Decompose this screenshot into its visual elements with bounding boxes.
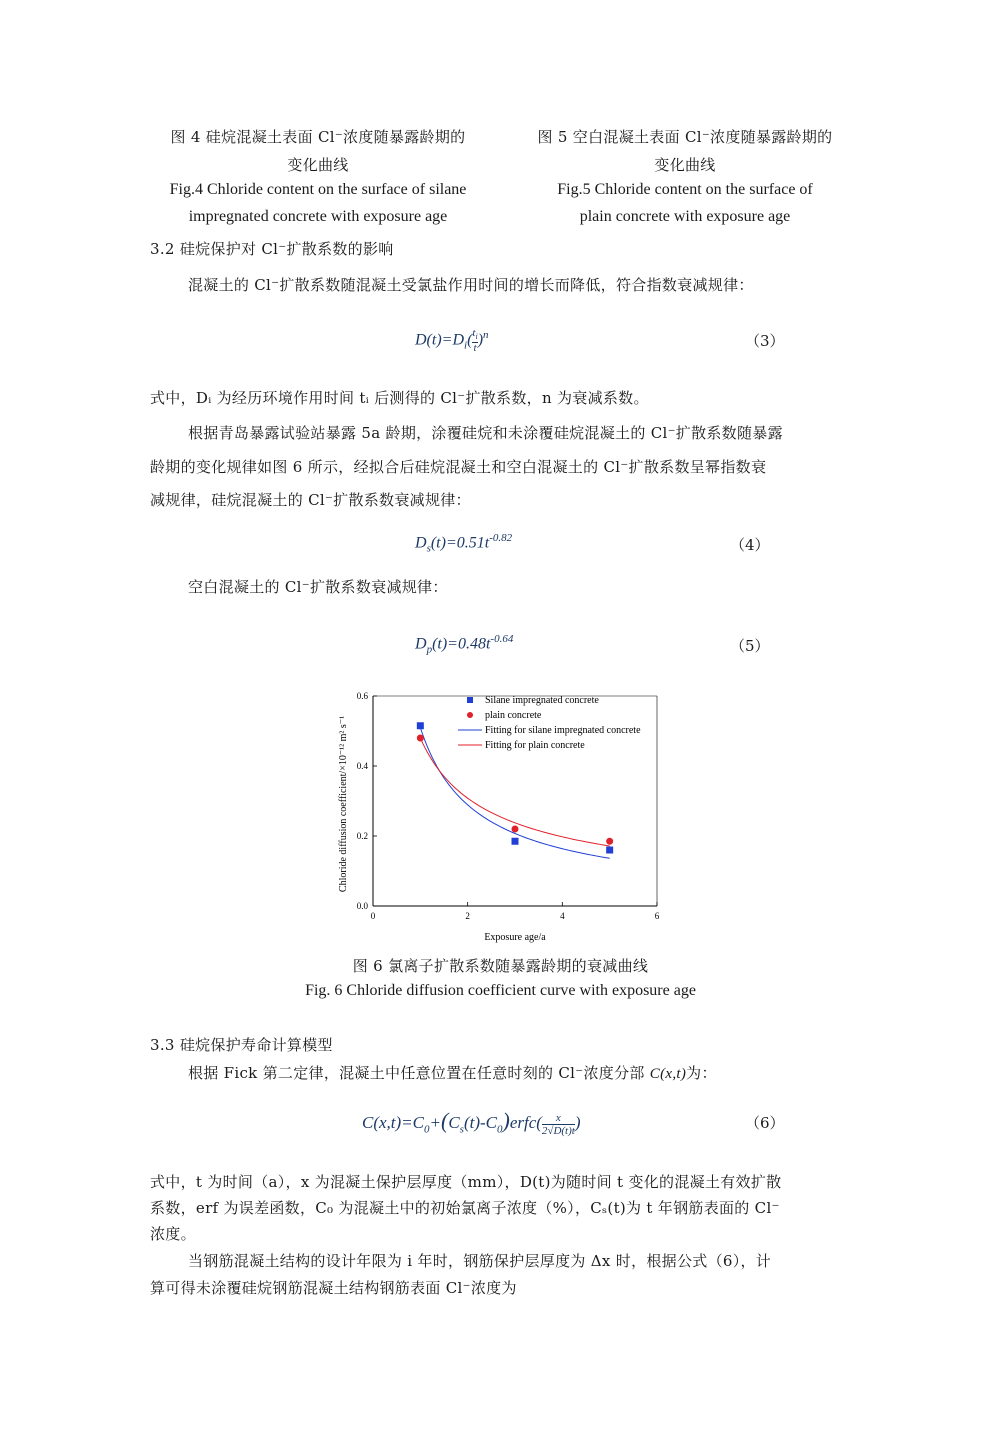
data-point-silane (512, 838, 519, 845)
y-tick-label: 0.6 (356, 691, 368, 701)
y-axis-label: Chloride diffusion coefficient/×10⁻¹² m² s⁻¹ (338, 715, 349, 893)
fig4-caption-cn-line2: 变化曲线 (287, 156, 349, 174)
equation-3-number: （3） (745, 332, 785, 350)
fig5-caption-en-line1: Fig.5 Chloride content on the surface of (557, 181, 813, 198)
fig5-caption-en-line2: plain concrete with exposure age (579, 208, 791, 225)
section-3-2-paragraph-4: 空白混凝土的 Cl⁻扩散系数衰减规律： (188, 578, 448, 596)
x-tick-label: 6 (654, 911, 660, 921)
section-3-2-paragraph-1: 混凝土的 Cl⁻扩散系数随混凝土受氯盐作用时间的增长而降低，符合指数衰减规律： (188, 276, 754, 294)
data-point-silane (606, 847, 613, 854)
fig4-caption-cn-line1: 图 4 硅烷混凝土表面 Cl⁻浓度随暴露龄期的 (170, 128, 466, 146)
x-tick-label: 2 (465, 911, 470, 921)
fig5-caption-cn-line2: 变化曲线 (654, 156, 716, 174)
equation-6-number: （6） (745, 1114, 785, 1132)
equation-4-number: （4） (730, 536, 770, 554)
section-3-3-paragraph-1: 根据 Fick 第二定律，混凝土中任意位置在任意时刻的 Cl⁻浓度分部 C(x,t)为： (188, 1064, 717, 1082)
data-point-silane (417, 722, 424, 729)
legend-label-fit-silane: Fitting for silane impregnated concrete (485, 725, 641, 736)
section-3-2-heading: 3.2 硅烷保护对 Cl⁻扩散系数的影响 (150, 240, 394, 258)
fig4-caption-en-line1: Fig.4 Chloride content on the surface of silane (169, 181, 467, 198)
section-3-3-heading: 3.3 硅烷保护寿命计算模型 (150, 1036, 333, 1054)
legend-label-fit-plain: Fitting for plain concrete (485, 740, 585, 751)
x-tick-label: 0 (370, 911, 376, 921)
y-tick-label: 0.0 (356, 901, 368, 911)
legend-label-plain: plain concrete (485, 710, 542, 721)
figure-6-chart (330, 686, 680, 948)
section-3-3-paragraph-3-line-2: 算可得未涂覆硅烷钢筋混凝土结构钢筋表面 Cl⁻浓度为 (150, 1279, 517, 1297)
x-axis-label: Exposure age/a (484, 932, 546, 943)
legend-marker-plain (467, 712, 473, 718)
fig4-caption-en-line2: impregnated concrete with exposure age (188, 208, 448, 225)
data-point-plain (512, 826, 519, 833)
legend-label-silane: Silane impregnated concrete (485, 695, 599, 706)
equation-3: $D(t)=D_i$( $\frac{t_i}{t}$ )$^n$ (415, 327, 489, 355)
figure-6-caption-cn: 图 6 氯离子扩散系数随暴露龄期的衰减曲线 (352, 957, 649, 975)
section-3-2-paragraph-3-line-2: 龄期的变化规律如图 6 所示，经拟合后硅烷混凝土和空白混凝土的 Cl⁻扩散系数呈幂指数衰 (150, 458, 767, 476)
section-3-2-paragraph-3-line-1: 根据青岛暴露试验站暴露 5a 龄期，涂覆硅烷和未涂覆硅烷混凝土的 Cl⁻扩散系数随暴露 (188, 424, 783, 442)
x-tick-label: 4 (560, 911, 565, 921)
legend (458, 695, 641, 751)
section-3-3-paragraph-3-line-1: 当钢筋混凝土结构的设计年限为 i 年时，钢筋保护层厚度为 Δx 时，根据公式（6），计 (188, 1252, 772, 1270)
equation-5-number: （5） (730, 637, 770, 655)
fig5-caption-cn-line1: 图 5 空白混凝土表面 Cl⁻浓度随暴露龄期的 (537, 128, 833, 146)
equation-6: $C(x,t)=C_0+(C_s(t)-C_0)erfc$( $\frac{x}{2√D(t)t}$ ) (362, 1108, 581, 1137)
figure-6-caption-en: Fig. 6 Chloride diffusion coefficient curve with exposure age (305, 982, 696, 999)
y-tick-label: 0.2 (356, 831, 368, 841)
section-3-2-paragraph-2: 式中，Dᵢ 为经历环境作用时间 tᵢ 后测得的 Cl⁻扩散系数，n 为衰减系数。 (150, 389, 649, 407)
section-3-3-paragraph-2-line-2: 系数，erf 为误差函数，C₀ 为混凝土中的初始氯离子浓度（%），Cₛ(t)为 t 年钢筋表面的 Cl⁻ (150, 1199, 780, 1217)
legend-marker-silane (467, 697, 473, 703)
section-3-3-paragraph-2-line-3: 浓度。 (150, 1225, 196, 1243)
equation-5: $D_p(t)=0.48t^{-0.64}$ (415, 633, 514, 656)
y-tick-label: 0.4 (356, 761, 368, 771)
data-point-plain (606, 838, 613, 845)
data-point-plain (417, 735, 424, 742)
section-3-2-paragraph-3-line-3: 减规律，硅烷混凝土的 Cl⁻扩散系数衰减规律： (150, 491, 471, 509)
equation-4: $D_s(t)=0.51t^{-0.82}$ (415, 532, 513, 555)
section-3-3-paragraph-2-line-1: 式中，t 为时间（a），x 为混凝土保护层厚度（mm），D(t)为随时间 t 变化的混凝土有效扩散 (150, 1173, 782, 1191)
